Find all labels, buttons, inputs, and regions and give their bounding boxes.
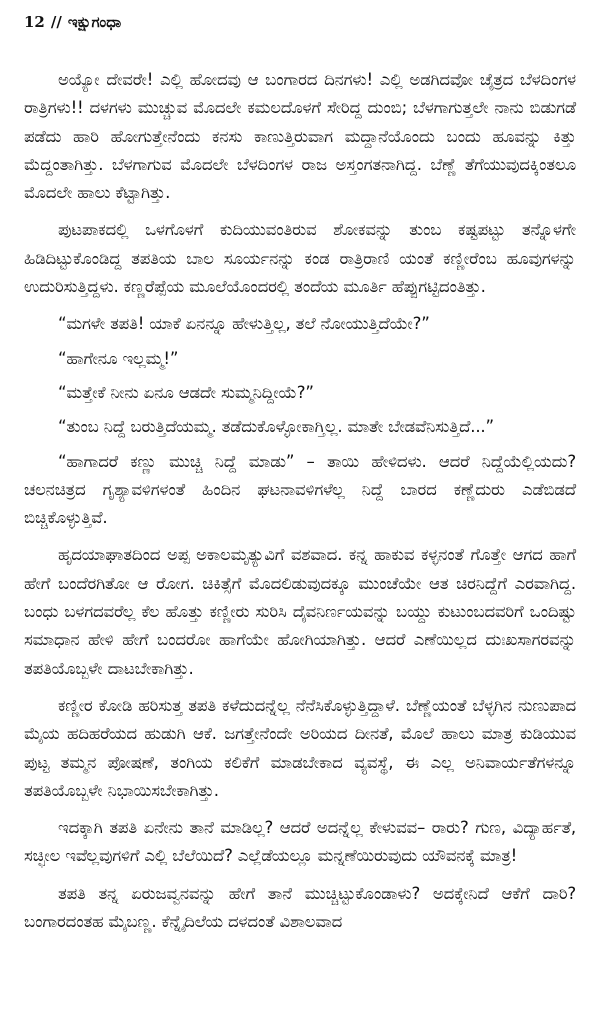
paragraph: ಹೃದಯಾಘಾತದಿಂದ ಅಪ್ಪ ಅಕಾಲಮೃತ್ಯುವಿಗೆ ವಶವಾದ. ಕನ್ನ ಹಾಕುವ ಕಳ್ಳನಂತೆ ಗೊತ್ತೇ ಆಗದ ಹಾಗೆ ಹೇಗೆ ಬಂದೆರಗಿತೋ ಆ ರೋಗ. ಚಿಕಿತ್ಸೆಗೆ ಮೊದಲಿಡುವುದಕ್ಕೂ ಮುಂಚೆಯೇ ಆತ ಚಿರನಿದ್ದೆಗೆ ಎರವಾಗಿದ್ದ. ಬಂಧು ಬಳಗದವರೆಲ್ಲ ಕೆಲ ಹೊತ್ತು ಕಣ್ಣೀರು ಸುರಿಸಿ ದೈವನಿರ್ಣಯವನ್ನು ಬಯ್ದು ಕುಟುಂಬದವರಿಗೆ ಒಂದಿಷ್ಟು ಸಮಾಧಾನ ಹೇಳಿ ಹೇಗೆ ಬಂದರೋ ಹಾಗೆಯೇ ಹೋಗಿಯಾಗಿತ್ತು. ಆದರೆ ಎಣೆಯಿಲ್ಲದ ದುಃಖಸಾಗರವನ್ನು ತಪತಿಯೊಬ್ಬಳೇ ದಾಟಬೇಕಾಗಿತ್ತು.	[24, 545, 576, 678]
header-separator: //	[50, 13, 62, 31]
paragraph: “ಹಾಗಾದರೆ ಕಣ್ಣು ಮುಚ್ಚಿ ನಿದ್ದೆ ಮಾಡು” – ತಾಯಿ ಹೇಳಿದಳು. ಆದರೆ ನಿದ್ದೆಯೆಲ್ಲಿಯದು? ಚಲನಚಿತ್ರದ ಗೃಶ್ಯಾವಳಿಗಳಂತೆ ಹಿಂದಿನ ಘಟನಾವಳಿಗಳೆಲ್ಲ ನಿದ್ದೆ ಬಾರದ ಕಣ್ಣೆದುರು ಎಡೆಬಿಡದೆ ಬಿಚ್ಚಿಕೊಳ್ಳುತ್ತಿವೆ.	[24, 451, 576, 528]
paragraph: ತಪತಿ ತನ್ನ ಏರುಜವ್ವನವನ್ನು ಹೇಗೆ ತಾನೆ ಮುಚ್ಚಿಟ್ಟುಕೊಂಡಾಳು? ಅದಕ್ಕೇನಿದೆ ಆಕೆಗೆ ದಾರಿ? ಬಂಗಾರದಂತಹ ಮೈಬಣ್ಣ. ಕೆನ್ನೈದಿಲೆಯ ದಳದಂತೆ ವಿಶಾಲವಾದ	[24, 883, 576, 932]
paragraph: ಅಯ್ಯೋ ದೇವರೇ! ಎಲ್ಲಿ ಹೋದವು ಆ ಬಂಗಾರದ ದಿನಗಳು! ಎಲ್ಲಿ ಅಡಗಿದವೋ ಚೈತ್ರದ ಬೆಳದಿಂಗಳ ರಾತ್ರಿಗಳು!! ದಳಗಳು ಮುಚ್ಚುವ ಮೊದಲೇ ಕಮಲದೊಳಗೆ ಸೇರಿದ್ದ ದುಂಬಿ; ಬೆಳಗಾಗುತ್ತಲೇ ನಾನು ಬಿಡುಗಡೆ ಪಡೆದು ಹಾರಿ ಹೋಗುತ್ತೇನೆಂದು ಕನಸು ಕಾಣುತ್ತಿರುವಾಗ ಮದ್ದಾನೆಯೊಂದು ಬಂದು ಹೂವನ್ನು ಕಿತ್ತು ಮೆದ್ದಂತಾಗಿತ್ತು. ಬೆಳಗಾಗುವ ಮೊದಲೇ ಬೆಳದಿಂಗಳ ರಾಜ ಅಸ್ತಂಗತನಾಗಿದ್ದ. ಬೆಣ್ಣೆ ತೆಗೆಯುವುದಕ್ಕಿಂತಲೂ ಮೊದಲೇ ಹಾಲು ಕೆಟ್ಟಾಗಿತ್ತು.	[24, 70, 576, 203]
paragraph: ಪುಟಪಾಕದಲ್ಲಿ ಒಳಗೊಳಗೆ ಕುದಿಯುವಂತಿರುವ ಶೋಕವನ್ನು ತುಂಬ ಕಷ್ಟಪಟ್ಟು ತನ್ನೊಳಗೇ ಹಿಡಿದಿಟ್ಟುಕೊಂಡಿದ್ದ ತಪತಿಯ ಬಾಲ ಸೂರ್ಯನನ್ನು ಕಂಡ ರಾತ್ರಿರಾಣಿ ಯಂತೆ ಕಣ್ಣೀರೆಂಬ ಹೂವುಗಳನ್ನು ಉದುರಿಸುತ್ತಿದ್ದಳು. ಕಣ್ಣರೆಪ್ಪೆಯ ಮೂಲೆಯೊಂದರಲ್ಲಿ ತಂದೆಯ ಮೂರ್ತಿ ಹೆಪ್ಪುಗಟ್ಟಿದಂತಿತ್ತು.	[24, 220, 576, 297]
dialogue-line: “ಮಗಳೇ ತಪತಿ! ಯಾಕೆ ಏನನ್ನೂ ಹೇಳುತ್ತಿಲ್ಲ, ತಲೆ ನೋಯುತ್ತಿದೆಯೇ?”	[58, 314, 430, 334]
paragraph: ಕಣ್ಣೀರ ಕೋಡಿ ಹರಿಸುತ್ತ ತಪತಿ ಕಳೆದುದನ್ನೆಲ್ಲ ನೆನೆಸಿಕೊಳ್ಳುತ್ತಿದ್ದಾಳೆ. ಬೆಣ್ಣೆಯಂತೆ ಬೆಳ್ಳಗಿನ ನುಣುಪಾದ ಮೈಯ ಹದಿಹರೆಯದ ಹುಡುಗಿ ಆಕೆ. ಜಗತ್ತೇನೆಂದೇ ಅರಿಯದ ದೀನತೆ, ಮೊಲೆ ಹಾಲು ಮಾತ್ರ ಕುಡಿಯುವ ಪುಟ್ಟ ತಮ್ಮನ ಪೋಷಣೆ, ತಂಗಿಯ ಕಲಿಕೆಗೆ ಮಾಡಬೇಕಾದ ವ್ಯವಸ್ಥೆ, ಈ ಎಲ್ಲ ಅನಿವಾರ್ಯತೆಗಳನ್ನೂ ತಪತಿಯೊಬ್ಬಳೇ ನಿಭಾಯಿಸಬೇಕಾಗಿತ್ತು.	[24, 695, 576, 800]
page-number: 12	[24, 13, 45, 31]
page-header	[24, 10, 576, 40]
book-title: ಇಕ್ಷುಗಂಧಾ	[67, 13, 122, 31]
paragraph: ಇದಕ್ಕಾಗಿ ತಪತಿ ಏನೇನು ತಾನೆ ಮಾಡಿಲ್ಲ? ಆದರೆ ಅದನ್ನೆಲ್ಲ ಕೇಳುವವ– ರಾರು? ಗುಣ, ವಿದ್ಯಾರ್ಹತೆ, ಸಚ್ಛೀಲ ಇವೆಲ್ಲವುಗಳಿಗೆ ಎಲ್ಲಿ ಬೆಲೆಯಿದೆ? ಎಲ್ಲೆಡೆಯಲ್ಲೂ ಮನ್ನಣೆಯಿರುವುದು ಯೌವನಕ್ಕೆ ಮಾತ್ರ!	[24, 818, 576, 866]
page-body	[24, 66, 576, 936]
dialogue-line: “ತುಂಬ ನಿದ್ದೆ ಬರುತ್ತಿದೆಯಮ್ಮ. ತಡೆದುಕೊಳ್ಳೋಕಾಗ್ತಿಲ್ಲ. ಮಾತೇ ಬೇಡವೆನಿಸುತ್ತಿದೆ...”	[58, 417, 494, 437]
dialogue-line: “ಹಾಗೇನೂ ಇಲ್ಲಮ್ಮ!”	[58, 348, 179, 368]
dialogue-line: “ಮತ್ತೇಕೆ ನೀನು ಏನೂ ಆಡದೇ ಸುಮ್ಮನಿದ್ದೀಯೆ?”	[58, 382, 314, 402]
